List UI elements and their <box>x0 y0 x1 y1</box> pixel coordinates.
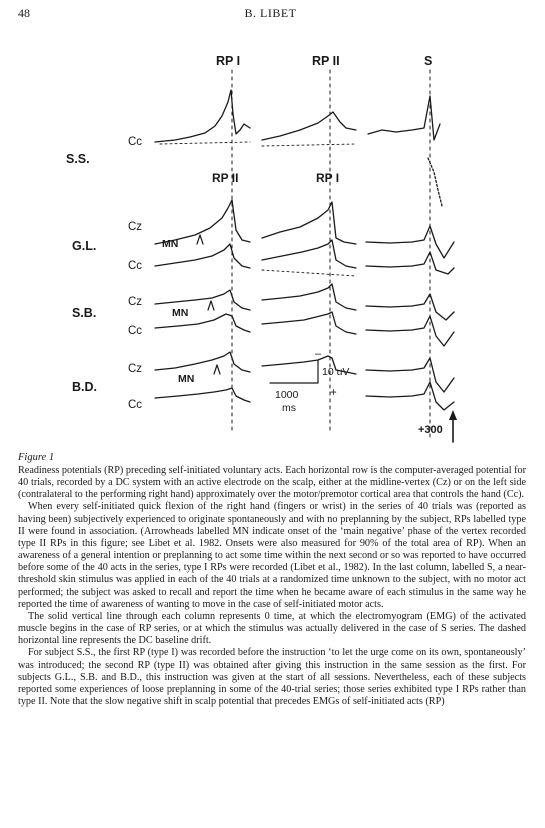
row-label-sb: S.B. <box>72 306 97 320</box>
row-label-ss: S.S. <box>66 152 90 166</box>
mn-label: MN <box>172 307 189 319</box>
scale-polarity: + <box>330 387 337 399</box>
running-head: B. LIBET <box>244 6 297 20</box>
channel-label-cz: Cz <box>128 296 143 308</box>
row-label-bd: B.D. <box>72 380 97 394</box>
waveform-trace <box>262 312 356 334</box>
caption-paragraph: Readiness potentials (RP) preceding self-initiated voluntary acts. Each horizontal row is the computer-averaged potential for 40 trials, recorded by a DC system with an active electrode on the scalp, either at the midline-vertex (Cz) or on the left side (contralateral to the performing right hand) approximately over the motor/premotor cortical area that controls the hand (Cc). <box>18 465 526 501</box>
waveform-trace <box>366 252 454 274</box>
subhead-rp1: RP I <box>316 171 340 185</box>
scale-time-unit: ms <box>282 402 296 414</box>
waveform-trace <box>366 382 454 410</box>
row-label-gl: G.L. <box>72 239 97 253</box>
channel-label-cc: Cc <box>128 399 143 411</box>
column-label-s: S <box>424 54 433 68</box>
waveform-trace <box>262 284 356 310</box>
scale-time: 1000 <box>275 389 299 401</box>
column-label-rp1: RP I <box>216 54 241 68</box>
column-label-rp2: RP II <box>312 54 340 68</box>
page-number: 48 <box>18 6 30 20</box>
waveform-trace <box>262 202 356 244</box>
mn-label: MN <box>178 373 195 385</box>
mn-arrow-icon <box>214 365 220 374</box>
waveform-trace <box>155 90 250 142</box>
caption-body <box>18 465 526 708</box>
channel-label-cc: Cc <box>128 325 143 337</box>
waveform-trace <box>155 388 250 402</box>
waveform-trace <box>366 294 454 320</box>
channel-label-cc: Cc <box>128 260 143 272</box>
waveform-trace <box>155 314 250 332</box>
scale-dash: – <box>315 348 322 360</box>
caption-paragraph: The solid vertical line through each column represents 0 time, at which the electromyogram (EMG) of the activated muscle begins in the case of RP series, or at which the stimulus was actually delivered in the case of S series. The dashed horizontal line represents the DC baseline drift. <box>18 610 526 647</box>
scale-voltage: 10 uV <box>322 366 350 378</box>
caption-paragraph: For subject S.S., the first RP (type I) was recorded before the instruction ‘to let the urge come on its own, spontaneously’ was introduced; the second RP (type II) was obtained after giving this instruction in the same session as the first. For subjects G.L., S.B. and B.D., this instruction was given at the start of all sessions. Nevertheless, each of these subjects reported some experiences of loose preplanning in some of the 40-trial series; those series exhibited type I RPs rather than type II. Note that the slow negative shift in scalp potential that precedes EMGs of self-initiated acts (RP) <box>18 647 526 707</box>
page-header <box>18 6 523 22</box>
waveform-trace <box>366 358 454 392</box>
figure-caption-title: Figure 1 <box>18 452 55 463</box>
waveform-trace <box>262 112 356 140</box>
stimulus-arrow-head <box>449 410 457 420</box>
waveform-trace <box>366 316 454 346</box>
waveform-trace <box>262 240 356 268</box>
waveform-trace <box>155 352 250 372</box>
channel-label-cz: Cz <box>128 363 143 375</box>
mn-arrow-icon <box>208 301 214 310</box>
mn-arrow-icon <box>197 235 203 244</box>
channel-label-cz: Cz <box>128 221 143 233</box>
baseline-dashed <box>262 270 356 276</box>
figure-1 <box>0 30 545 448</box>
channel-label-cc: Cc <box>128 136 143 148</box>
waveform-trace <box>366 226 454 258</box>
subhead-rp2: RP II <box>212 171 239 185</box>
waveform-trace <box>155 290 250 310</box>
stimulus-label: +300 <box>418 424 443 436</box>
baseline-dashed <box>262 144 356 146</box>
caption-paragraph: When every self-initiated quick flexion of the right hand (fingers or wrist) in the series of 40 trials was (reported as having been) subjectively experienced to originate spontaneously and with no preplanning by the subject, RPs labelled type II were found in association. (Arrowheads labelled MN indicate onset of the ‘main negative’ phase of the vertex recorded type II RPs in this figure; see Libet et al. 1982. Onsets were also measured for 90% of the total area of RP). When an awareness of a general intention or preplanning to act some time within the next second or so was reported to have occurred before some of the 40 acts in the series, type I RPs were recorded (Libet et al., 1982). In the last column, labelled S, a near-threshold skin stimulus was applied in each of the 40 trials at a randomized time unknown to the subject, with no motor act performed; the subject was asked to recall and report the time when he became aware of each stimulus in the same way he reported the time of awareness of wanting to move in the case of self-initiated motor acts. <box>18 501 526 610</box>
mn-label: MN <box>162 238 179 250</box>
waveform-trace <box>368 96 440 140</box>
baseline-dashed <box>160 142 250 144</box>
